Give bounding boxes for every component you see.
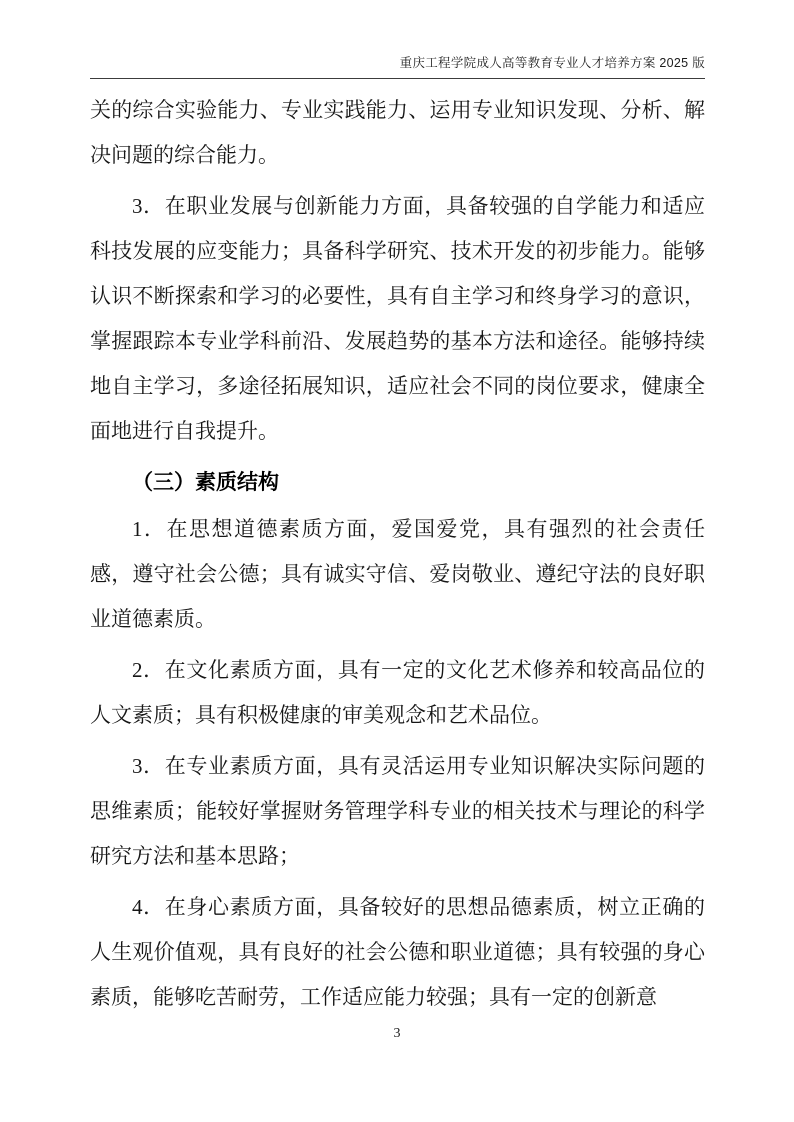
document-body [90, 88, 705, 1026]
paragraph: 2．在文化素质方面，具有一定的文化艺术修养和较高品位的人文素质；具有积极健康的审美观念和艺术品位。 [90, 658, 705, 727]
paragraph: 4．在身心素质方面，具备较好的思想品德素质，树立正确的人生观价值观，具有良好的社会公德和职业道德；具有较强的身心素质，能够吃苦耐劳，工作适应能力较强；具有一定的创新意 [90, 895, 705, 1009]
page-number: 3 [393, 1026, 401, 1041]
paragraph: 3．在专业素质方面，具有灵活运用专业知识解决实际问题的思维素质；能较好掌握财务管理学科专业的相关技术与理论的科学研究方法和基本思路； [90, 754, 705, 868]
page-footer [0, 1026, 794, 1042]
paragraph: 3．在职业发展与创新能力方面，具备较强的自学能力和适应科技发展的应变能力；具备科学研究、技术开发的初步能力。能够认识不断探索和学习的必要性，具有自主学习和终身学习的意识，掌握跟踪本专业学科前沿、发展趋势的基本方法和途径。能够持续地自主学习，多途径拓展知识，适应社会不同的岗位要求，健康全面地进行自我提升。 [90, 194, 705, 443]
paragraph: 关的综合实验能力、专业实践能力、运用专业知识发现、分析、解决问题的综合能力。 [90, 98, 705, 167]
header-title: 重庆工程学院成人高等教育专业人才培养方案 2025 版 [399, 56, 705, 70]
paragraph: 1．在思想道德素质方面，爱国爱党，具有强烈的社会责任感，遵守社会公德；具有诚实守信、爱岗敬业、遵纪守法的良好职业道德素质。 [90, 517, 705, 631]
section-heading: （三）素质结构 [132, 470, 279, 494]
page-header [90, 0, 705, 79]
